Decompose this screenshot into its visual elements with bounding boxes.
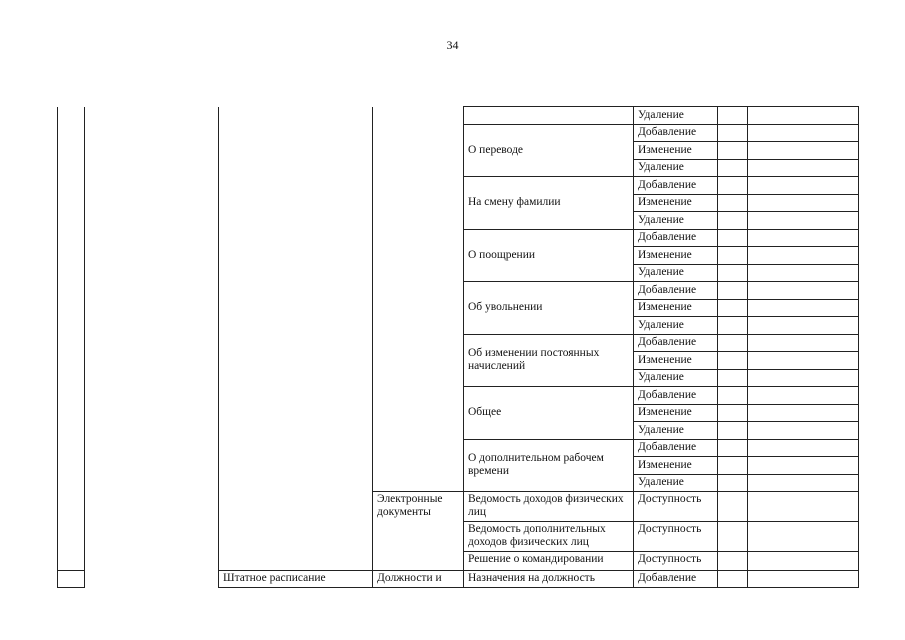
note-cell (748, 522, 859, 552)
action-cell: Изменение (634, 194, 718, 212)
flag-cell (718, 124, 748, 142)
note-cell (748, 107, 859, 125)
note-cell (748, 352, 859, 370)
note-cell (748, 212, 859, 230)
flag-cell (718, 159, 748, 177)
action-cell: Добавление (634, 124, 718, 142)
flag-cell (718, 492, 748, 522)
flag-cell (718, 142, 748, 160)
doc-name-cell: Ведомость дополнительных доходов физических лиц (464, 522, 634, 552)
permissions-table (57, 106, 859, 588)
action-cell: Доступность (634, 522, 718, 552)
note-cell (748, 334, 859, 352)
flag-cell (718, 387, 748, 405)
action-cell: Добавление (634, 439, 718, 457)
doc-name-cell (464, 107, 634, 125)
flag-cell (718, 439, 748, 457)
action-cell: Удаление (634, 107, 718, 125)
action-cell: Добавление (634, 177, 718, 195)
flag-cell (718, 107, 748, 125)
order-type-cell: Общее (464, 387, 634, 440)
flag-cell (718, 282, 748, 300)
category-cell: Должности и (373, 570, 464, 588)
flag-cell (718, 317, 748, 335)
flag-cell (718, 522, 748, 552)
order-type-cell: Об изменении постоянных начислений (464, 334, 634, 387)
flag-cell (718, 299, 748, 317)
action-cell: Удаление (634, 264, 718, 282)
note-cell (748, 457, 859, 475)
flag-cell (718, 570, 748, 588)
note-cell (748, 474, 859, 492)
page-number: 34 (446, 38, 459, 52)
note-cell (748, 492, 859, 522)
action-cell: Изменение (634, 457, 718, 475)
action-cell: Добавление (634, 570, 718, 588)
col-4-cell (373, 107, 464, 492)
note-cell (748, 439, 859, 457)
flag-cell (718, 194, 748, 212)
flag-cell (718, 369, 748, 387)
note-cell (748, 369, 859, 387)
order-type-cell: Об увольнении (464, 282, 634, 335)
action-cell: Изменение (634, 352, 718, 370)
note-cell (748, 159, 859, 177)
flag-cell (718, 247, 748, 265)
action-cell: Добавление (634, 229, 718, 247)
action-cell: Доступность (634, 492, 718, 522)
table-row (58, 107, 859, 125)
action-cell: Добавление (634, 387, 718, 405)
note-cell (748, 282, 859, 300)
note-cell (748, 247, 859, 265)
col-1-cell (58, 107, 85, 571)
flag-cell (718, 177, 748, 195)
flag-cell (718, 334, 748, 352)
action-cell: Удаление (634, 422, 718, 440)
flag-cell (718, 457, 748, 475)
order-type-cell: О переводе (464, 124, 634, 177)
section-cell: Штатное расписание (219, 570, 373, 588)
action-cell: Удаление (634, 159, 718, 177)
note-cell (748, 422, 859, 440)
note-cell (748, 142, 859, 160)
col-1-cell (58, 570, 85, 588)
note-cell (748, 194, 859, 212)
note-cell (748, 299, 859, 317)
action-cell: Добавление (634, 282, 718, 300)
col-2-cell (85, 107, 219, 588)
order-type-cell: На смену фамилии (464, 177, 634, 230)
flag-cell (718, 212, 748, 230)
col-3-cell (219, 107, 373, 571)
flag-cell (718, 552, 748, 571)
category-cell: Электронные документы (373, 492, 464, 571)
action-cell: Удаление (634, 317, 718, 335)
flag-cell (718, 404, 748, 422)
flag-cell (718, 229, 748, 247)
action-cell: Удаление (634, 474, 718, 492)
doc-name-cell: Решение о командировании (464, 552, 634, 571)
action-cell: Изменение (634, 247, 718, 265)
action-cell: Доступность (634, 552, 718, 571)
note-cell (748, 570, 859, 588)
flag-cell (718, 264, 748, 282)
action-cell: Изменение (634, 142, 718, 160)
note-cell (748, 404, 859, 422)
note-cell (748, 264, 859, 282)
action-cell: Изменение (634, 404, 718, 422)
order-type-cell: О дополнительном рабочем времени (464, 439, 634, 492)
action-cell: Удаление (634, 369, 718, 387)
order-type-cell: О поощрении (464, 229, 634, 282)
note-cell (748, 552, 859, 571)
note-cell (748, 177, 859, 195)
doc-name-cell: Ведомость доходов физических лиц (464, 492, 634, 522)
note-cell (748, 229, 859, 247)
action-cell: Удаление (634, 212, 718, 230)
note-cell (748, 387, 859, 405)
flag-cell (718, 422, 748, 440)
flag-cell (718, 352, 748, 370)
flag-cell (718, 474, 748, 492)
action-cell: Добавление (634, 334, 718, 352)
note-cell (748, 124, 859, 142)
note-cell (748, 317, 859, 335)
doc-name-cell: Назначения на должность (464, 570, 634, 588)
action-cell: Изменение (634, 299, 718, 317)
